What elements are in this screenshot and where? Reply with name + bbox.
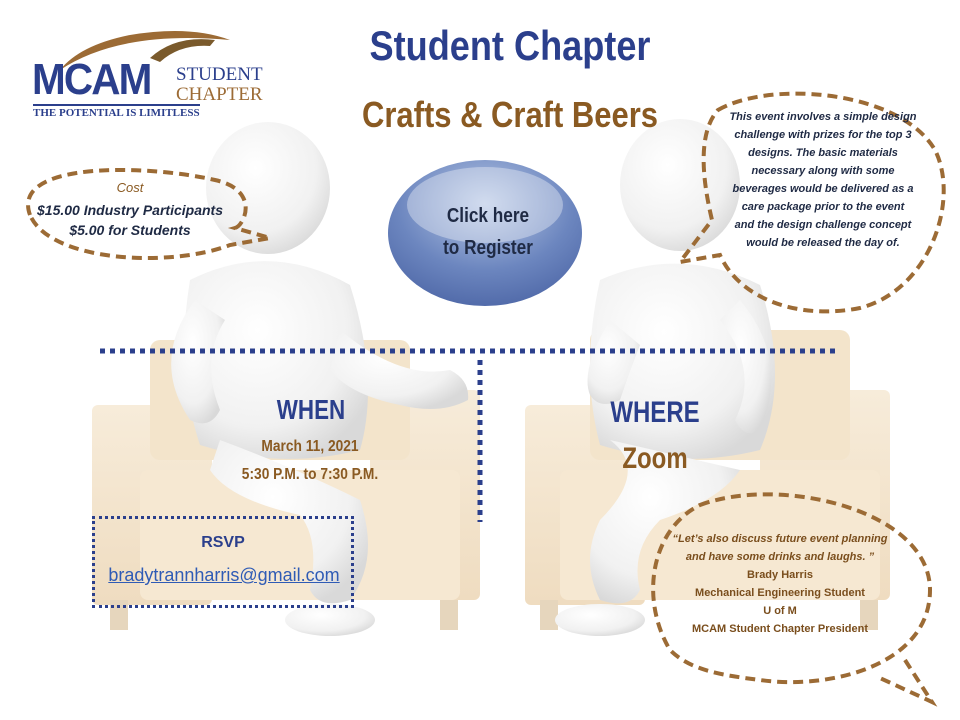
- logo-mark: MCAM: [32, 55, 151, 104]
- description-line: care package prior to the event: [741, 201, 905, 213]
- description-line: This event involves a simple design: [729, 111, 917, 123]
- description-line: necessary along with some: [751, 165, 895, 177]
- description-line: would be released the day of.: [746, 237, 900, 249]
- rsvp-label: RSVP: [201, 534, 245, 551]
- logo-chapter: CHAPTER: [176, 84, 263, 105]
- rsvp-box: [92, 516, 354, 608]
- where-heading: WHERE: [610, 396, 700, 429]
- when-date: March 11, 2021: [261, 438, 359, 455]
- quote-role: Mechanical Engineering Student: [695, 587, 865, 599]
- quote-name: Brady Harris: [746, 569, 814, 581]
- when-time: 5:30 P.M. to 7:30 P.M.: [241, 466, 379, 483]
- quote-line: “Let’s also discuss future event planning: [672, 533, 888, 545]
- cost-students: $5.00 for Students: [69, 222, 191, 238]
- when-heading: WHEN: [276, 394, 346, 425]
- register-line-2: to Register: [443, 237, 533, 259]
- rsvp-email-link[interactable]: bradytrannharris@gmail.com: [108, 565, 340, 585]
- quote-school: U of M: [763, 605, 797, 617]
- quote-position: MCAM Student Chapter President: [691, 623, 868, 635]
- description-text: [728, 108, 918, 252]
- quote-text: [660, 530, 900, 638]
- description-line: designs. The basic materials: [748, 147, 898, 159]
- description-line: and the design challenge concept: [734, 219, 912, 231]
- description-line: challenge with prizes for the top 3: [734, 129, 912, 141]
- logo-tagline: THE POTENTIAL IS LIMITLESS: [33, 104, 200, 119]
- title-line-1: Student Chapter: [369, 22, 651, 69]
- cost-industry: $15.00 Industry Participants: [37, 202, 223, 218]
- register-line-1: Click here: [446, 205, 530, 227]
- description-line: beverages would be delivered as a: [732, 183, 914, 195]
- where-place: Zoom: [622, 442, 688, 475]
- logo-student: STUDENT: [176, 64, 263, 85]
- title-line-2: Crafts & Craft Beers: [362, 94, 658, 135]
- quote-line: and have some drinks and laughs. ”: [685, 551, 875, 563]
- cost-heading: Cost: [116, 180, 144, 195]
